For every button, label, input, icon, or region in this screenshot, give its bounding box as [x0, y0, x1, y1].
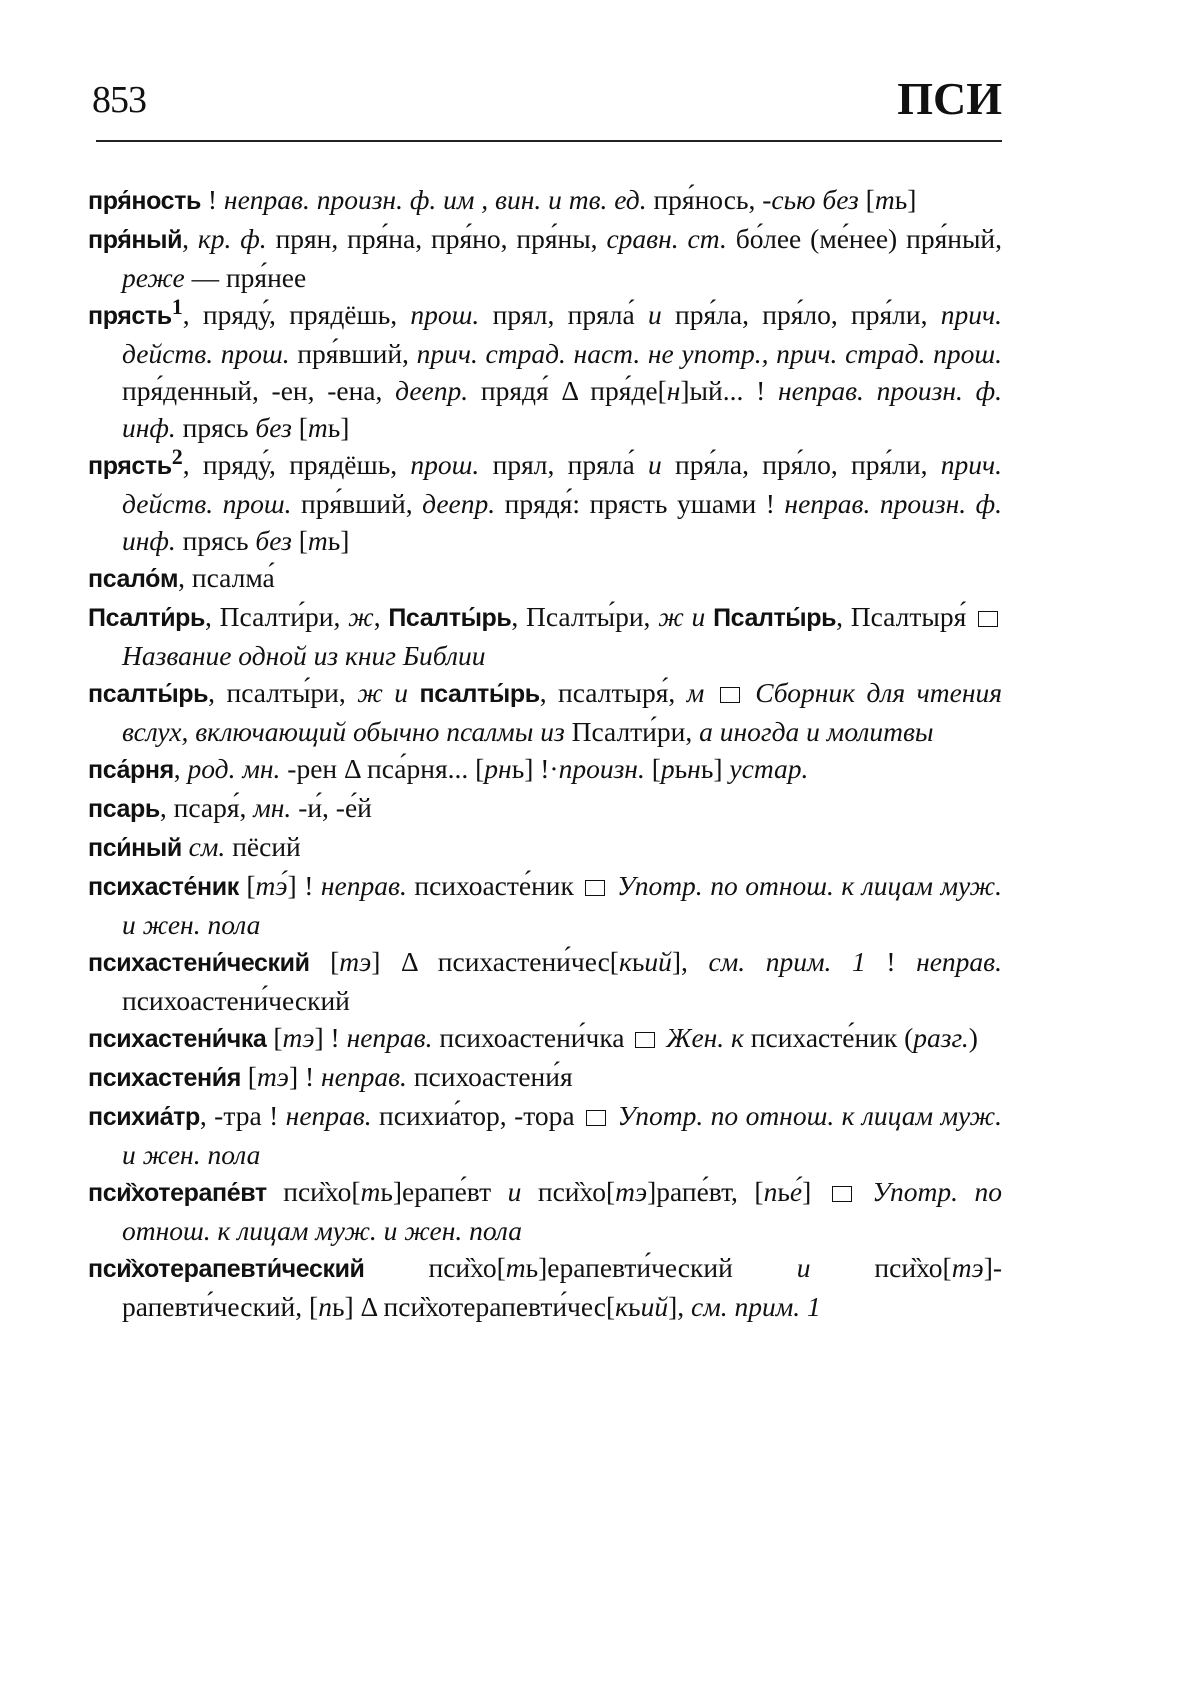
grammar-note: т: [505, 1252, 526, 1283]
entry-text: ,: [173, 753, 188, 784]
grammar-note: неправ.: [320, 870, 407, 901]
entry-text: пря́нось,: [646, 184, 763, 215]
grammar-note: ий: [644, 946, 672, 977]
entry-text: ]-рапевти́ческий, [: [122, 1252, 1003, 1322]
page-number: 853: [92, 79, 146, 121]
entry-text: !: [865, 946, 917, 977]
grammar-note: прич. действ. прош.: [122, 299, 1002, 369]
entry-text: ] !: [288, 1061, 322, 1092]
headword: психиа́тр: [88, 1103, 200, 1131]
grammar-note: и: [796, 1252, 811, 1283]
grammar-note: т: [307, 412, 328, 443]
entry-text: [: [266, 1022, 283, 1053]
grammar-note: н: [687, 753, 701, 784]
entry-text: ): [968, 1022, 978, 1053]
entry-text: ь]ерапевти́ческий: [525, 1252, 797, 1283]
entry-text: ь]: [700, 753, 730, 784]
entry-text: , псаря́,: [159, 792, 254, 823]
dictionary-entry: [88, 750, 1002, 789]
dictionary-entry: [88, 220, 1002, 296]
entry-text: ь] !·: [511, 753, 559, 784]
entry-text: , псалма́: [178, 562, 275, 593]
definition-box-icon: [585, 880, 605, 896]
entry-text: пря́ла, пря́ло, пря́ли,: [661, 299, 941, 330]
entry-text: ]: [802, 1176, 828, 1207]
entry-text: [: [858, 184, 875, 215]
entry-text: , псалты́ри,: [208, 677, 358, 708]
grammar-note: неправ.: [346, 1022, 433, 1053]
entry-text: [704, 677, 715, 708]
grammar-note: тэ: [282, 1022, 315, 1053]
entry-text: прясь: [175, 412, 256, 443]
dictionary-entry: [88, 446, 1002, 559]
headword: психастени́ческий: [88, 949, 310, 977]
headword: Псалты́рь: [388, 604, 512, 632]
definition-box-icon: [635, 1032, 655, 1048]
entry-text: ь]: [894, 184, 917, 215]
entry-text: [: [291, 525, 308, 556]
dictionary-entry: [88, 943, 1002, 1019]
headword: Псалты́рь: [713, 604, 837, 632]
grammar-note: неправ. произн. ф. инф.: [122, 488, 1003, 556]
grammar-note: тэ́: [255, 870, 288, 901]
entry-text: , пряду́, прядёшь,: [182, 449, 411, 480]
homonym-index: 1: [171, 294, 183, 319]
entry-text: бо́лее (ме́нее) пря́ный,: [726, 223, 1003, 254]
entry-text: пси̏хо[: [266, 1176, 361, 1207]
grammar-note: Сборник для чтения вслух, включающий обычно псалмы из: [122, 677, 1003, 747]
entry-text: ь] Δ пси̏хотерапевти́чес[: [331, 1291, 616, 1322]
headword: псалты́рь: [419, 680, 540, 708]
entry-text: прядя́ Δ пря́де[: [468, 375, 667, 406]
grammar-note: ж и: [658, 601, 706, 632]
grammar-note: ж: [348, 601, 374, 632]
entry-text: [182, 831, 189, 862]
dictionary-entry: [88, 1249, 1002, 1325]
grammar-note: м: [686, 677, 705, 708]
entry-text: ь: [631, 946, 645, 977]
entry-text: прядя́: прясть ушами !: [495, 488, 785, 519]
grammar-note: прош.: [410, 299, 480, 330]
dictionary-entry: [88, 674, 1002, 750]
grammar-note: рн: [484, 753, 512, 784]
definition-box-icon: [586, 1110, 606, 1126]
headword: психастени́чка: [88, 1025, 267, 1053]
headword: психасте́ник: [88, 873, 239, 901]
grammar-note: неправ.: [321, 1061, 407, 1092]
entry-text: [744, 677, 755, 708]
grammar-note: см. прим. 1: [708, 946, 866, 977]
grammar-note: тэ: [256, 1061, 289, 1092]
dictionary-entry: [88, 598, 1002, 674]
headword: прясть: [88, 302, 172, 330]
grammar-note: ж и: [357, 677, 409, 708]
grammar-note: Употр. по отнош. к лицам муж. и жен. пола: [122, 870, 1002, 940]
dictionary-entry: [88, 1173, 1002, 1249]
headword: псало́м: [88, 565, 179, 593]
dictionary-entries: [88, 181, 1002, 1325]
entry-text: прял, пряла́: [479, 449, 648, 480]
grammar-note: неправ. произн. ф. инф.: [122, 375, 1002, 443]
headword: пси̏хотерапевти́ческий: [88, 1255, 365, 1283]
grammar-note: неправ.: [285, 1100, 372, 1131]
grammar-note: неправ. произн. ф. им , вин. и тв. ед.: [223, 184, 647, 215]
grammar-note: мн.: [253, 792, 292, 823]
entry-text: [: [238, 870, 256, 901]
headword: пря́ный: [88, 226, 183, 254]
entry-text: ] Δ психастени́чес[: [371, 946, 619, 977]
entry-text: ,: [182, 223, 198, 254]
grammar-note: произн.: [558, 753, 645, 784]
grammar-note: тэ: [339, 946, 372, 977]
grammar-note: и: [647, 299, 662, 330]
entry-text: ь]: [327, 412, 350, 443]
dictionary-entry: [88, 1019, 1002, 1058]
dictionary-entry: [88, 789, 1002, 828]
grammar-note: и: [647, 449, 662, 480]
entry-text: психоасте́ник: [406, 870, 582, 901]
entry-text: психоастени́я: [406, 1061, 573, 1092]
grammar-note: прош.: [410, 449, 480, 480]
grammar-note: неправ.: [916, 946, 1002, 977]
entry-text: пси̏хо[: [521, 1176, 616, 1207]
dictionary-entry: [88, 867, 1002, 943]
entry-text: ],: [671, 946, 709, 977]
grammar-note: прич. действ. прош.: [122, 449, 1002, 519]
entry-text: [408, 677, 419, 708]
definition-box-icon: [832, 1186, 852, 1202]
grammar-note: -сью без: [762, 184, 859, 215]
definition-box-icon: [978, 611, 998, 627]
grammar-note: род. мн.: [187, 753, 281, 784]
homonym-index: 2: [171, 444, 183, 469]
entry-text: пря́вший,: [291, 488, 423, 519]
grammar-note: к: [615, 1291, 629, 1322]
dictionary-entry: [88, 181, 1002, 220]
entry-text: пря́вший,: [289, 338, 417, 369]
entry-text: ь: [777, 1176, 790, 1207]
entry-text: ь]ерапе́вт: [380, 1176, 508, 1207]
grammar-note: см. прим. 1: [691, 1291, 821, 1322]
entry-text: психиа́тор, -тора: [371, 1100, 583, 1131]
grammar-note: е́: [789, 1176, 803, 1207]
grammar-note: т: [360, 1176, 381, 1207]
headword: пси́ный: [88, 834, 182, 862]
dictionary-entry: [88, 296, 1002, 446]
grammar-note: без: [255, 412, 292, 443]
headword: Псалти́рь: [88, 604, 206, 632]
grammar-note: разг.: [913, 1022, 969, 1053]
headword: пси̏хотерапе́вт: [88, 1179, 267, 1207]
entry-text: , псалтыря́,: [539, 677, 687, 708]
entry-text: ]рапе́вт, [: [647, 1176, 764, 1207]
entry-text: психоастени́чка: [432, 1022, 632, 1053]
grammar-note: н: [666, 375, 681, 406]
entry-text: пря́ла, пря́ло, пря́ли,: [661, 449, 941, 480]
entry-text: ь: [674, 753, 688, 784]
grammar-note: кр. ф.: [197, 223, 267, 254]
entry-text: [705, 601, 713, 632]
grammar-note: к: [618, 946, 632, 977]
grammar-note: Употр. по отнош. к лицам муж. и жен. пола: [122, 1176, 1003, 1246]
entry-text: ] !: [287, 870, 321, 901]
entry-text: ],: [668, 1291, 691, 1322]
entry-text: -рен Δ пса́рня... [: [280, 753, 485, 784]
header-rule: [96, 140, 1002, 142]
entry-text: !: [201, 184, 224, 215]
grammar-note: сравн. ст.: [606, 223, 727, 254]
grammar-note: ий: [640, 1291, 669, 1322]
entry-text: пси̏хо[: [810, 1252, 952, 1283]
entry-text: , Псалты́ри,: [511, 601, 659, 632]
headword: псалты́рь: [88, 680, 209, 708]
grammar-note: т: [307, 525, 328, 556]
entry-text: пря́денный, -ен, -ена,: [122, 375, 396, 406]
entry-text: прян, пря́на, пря́но, пря́ны,: [266, 223, 607, 254]
dictionary-entry: [88, 828, 1002, 867]
dictionary-entry: [88, 1058, 1002, 1097]
grammar-note: устар.: [729, 753, 809, 784]
running-head: ПСИ: [897, 73, 1002, 124]
grammar-note: п: [318, 1291, 332, 1322]
entry-text: пёсий: [225, 831, 301, 862]
entry-text: ]ый... !: [680, 375, 778, 406]
entry-text: ,: [373, 601, 389, 632]
entry-text: , пряду́, прядёшь,: [182, 299, 411, 330]
headword: пря́ность: [88, 187, 201, 215]
headword: прясть: [88, 452, 172, 480]
entry-text: психоастени́ческий: [122, 985, 350, 1016]
grammar-note: Название одной из книг Библии: [122, 640, 486, 671]
entry-text: Псалти́ри,: [564, 716, 700, 747]
entry-text: ь: [628, 1291, 641, 1322]
grammar-note: прич. страд. наст. не употр., прич. страд. прош.: [416, 338, 1003, 369]
entry-text: пси̏хо[: [364, 1252, 506, 1283]
entry-text: , Псалти́ри,: [205, 601, 349, 632]
entry-text: -и́, -е́й: [291, 792, 372, 823]
grammar-note: реже: [122, 262, 185, 293]
dictionary-entry: [88, 559, 1002, 598]
entry-text: ь]: [327, 525, 350, 556]
grammar-note: и: [507, 1176, 522, 1207]
grammar-note: деепр.: [395, 375, 469, 406]
definition-box-icon: [720, 687, 740, 703]
entry-text: [609, 870, 617, 901]
grammar-note: без: [255, 525, 292, 556]
dictionary-entry: [88, 1097, 1002, 1173]
grammar-note: Употр. по отнош. к лицам муж. и жен. пола: [122, 1100, 1003, 1170]
grammar-note: тэ: [615, 1176, 648, 1207]
entry-text: , Псалтыря́: [836, 601, 974, 632]
entry-text: ] !: [314, 1022, 347, 1053]
entry-text: [: [309, 946, 340, 977]
entry-text: — пря́нее: [184, 262, 307, 293]
entry-text: прял, пряла́: [479, 299, 648, 330]
headword: пса́рня: [88, 756, 174, 784]
entry-text: [856, 1176, 873, 1207]
grammar-note: т: [874, 184, 895, 215]
entry-text: , -тра !: [199, 1100, 286, 1131]
headword: психастени́я: [88, 1064, 241, 1092]
grammar-note: р: [660, 753, 675, 784]
entry-text: [: [644, 753, 661, 784]
grammar-note: а иногда и молитвы: [699, 716, 934, 747]
grammar-note: см.: [188, 831, 226, 862]
grammar-note: п: [763, 1176, 778, 1207]
entry-text: психасте́ник (: [743, 1022, 914, 1053]
entry-text: [: [240, 1061, 257, 1092]
grammar-note: деепр.: [422, 488, 496, 519]
entry-text: [: [291, 412, 308, 443]
grammar-note: тэ: [951, 1252, 984, 1283]
entry-text: прясь: [175, 525, 256, 556]
grammar-note: Жен. к: [666, 1022, 744, 1053]
headword: псарь: [88, 795, 160, 823]
